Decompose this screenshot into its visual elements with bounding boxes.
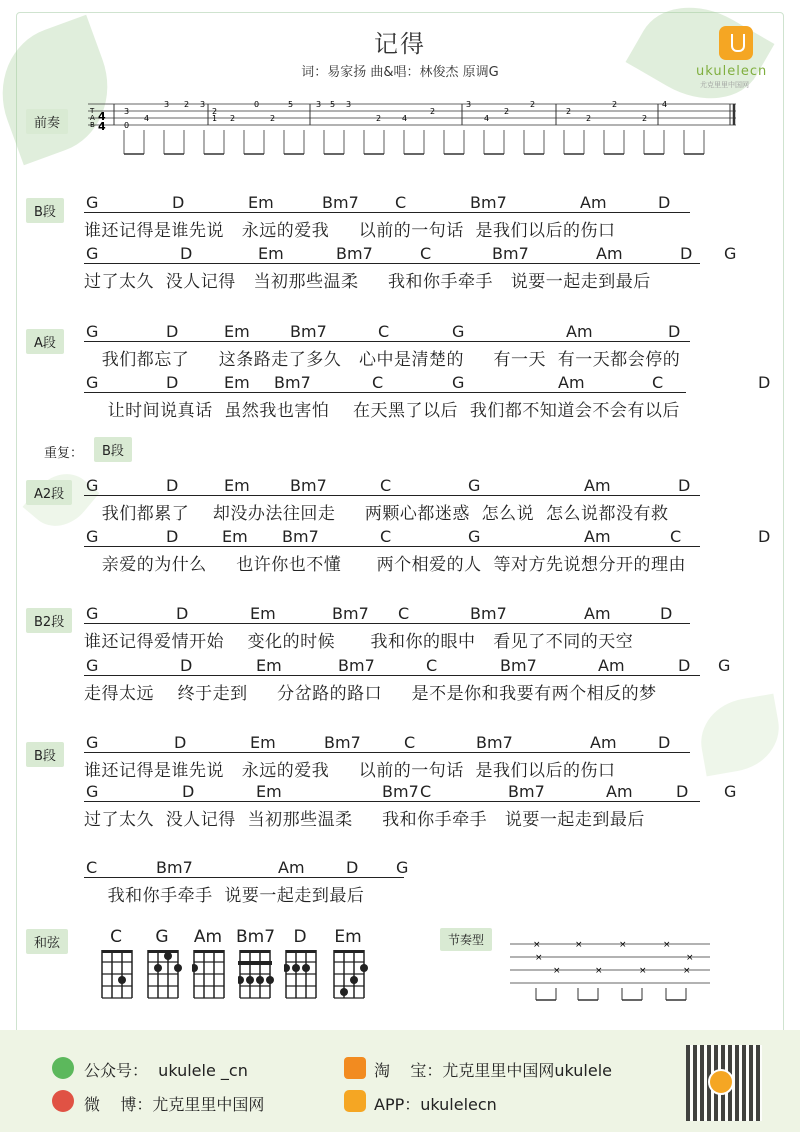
brand-subtitle: 尤克里里中国网 xyxy=(700,81,749,89)
svg-text:×: × xyxy=(575,940,583,950)
chord-underline xyxy=(84,752,690,753)
chord-symbol: D xyxy=(668,322,681,341)
chord-symbol: G xyxy=(86,193,99,212)
chord-symbol: Am xyxy=(584,604,611,623)
chord-symbol: Am xyxy=(598,656,625,675)
chord-underline xyxy=(84,877,404,878)
chord-symbol: Em xyxy=(250,733,276,752)
chord-symbol: G xyxy=(396,858,409,877)
chord-symbol: C xyxy=(398,604,410,623)
chord-symbol: G xyxy=(452,322,465,341)
chord-symbol: Bm7 xyxy=(322,193,359,212)
chord-symbol: Bm7 xyxy=(290,476,327,495)
lyric-line: 我和你手牵手 说要一起走到最后 xyxy=(84,886,365,906)
chord-symbol: Am xyxy=(566,322,593,341)
section-label: A2段 xyxy=(26,480,72,505)
taobao-store: 淘 宝：尤克里里中国网ukulele xyxy=(374,1061,612,1080)
chord-symbol: C xyxy=(420,782,432,801)
svg-text:2: 2 xyxy=(530,100,536,109)
chord-symbol: G xyxy=(86,656,99,675)
chord-symbol: Bm7 xyxy=(492,244,529,263)
svg-text:4: 4 xyxy=(98,110,106,123)
chord-symbol: G xyxy=(718,656,731,675)
lyric-line: 过了太久 没人记得 当初那些温柔 我和你手牵手 说要一起走到最后 xyxy=(84,810,645,830)
chord-symbol: D xyxy=(680,244,693,263)
svg-text:×: × xyxy=(686,953,694,963)
chord-symbol: Am xyxy=(580,193,607,212)
chord-symbol: Em xyxy=(248,193,274,212)
lyric-line: 亲爱的为什么 也许你也不懂 两个相爱的人 等对方先说想分开的理由 xyxy=(84,555,686,575)
chord-symbol: Am xyxy=(590,733,617,752)
svg-text:3: 3 xyxy=(164,100,170,109)
lyric-line: 谁还记得是谁先说 永远的爱我 以前的一句话 是我们以后的伤口 xyxy=(84,761,616,781)
chord-symbol: D xyxy=(180,656,193,675)
chord-diagram-name: D xyxy=(293,927,307,947)
chord-symbol: Bm7 xyxy=(470,604,507,623)
chord-symbol: G xyxy=(468,527,481,546)
chord-diagram xyxy=(100,948,136,1002)
chord-diagram-name: Em xyxy=(334,927,362,947)
chord-symbol: G xyxy=(468,476,481,495)
svg-text:1: 1 xyxy=(212,114,218,123)
chord-symbol: D xyxy=(174,733,187,752)
chord-symbol: D xyxy=(758,373,771,392)
chord-symbol: Bm7 xyxy=(156,858,193,877)
svg-text:4: 4 xyxy=(98,120,106,133)
chord-underline xyxy=(84,546,700,547)
chord-symbol: Bm7 xyxy=(338,656,375,675)
chord-symbol: Em xyxy=(256,782,282,801)
svg-text:0: 0 xyxy=(124,121,130,130)
chord-symbol: G xyxy=(724,782,737,801)
chord-symbol: Bm7 xyxy=(508,782,545,801)
section-label: A段 xyxy=(26,329,64,354)
chord-symbol: D xyxy=(660,604,673,623)
svg-text:×: × xyxy=(533,940,541,950)
svg-text:2: 2 xyxy=(566,107,572,116)
chord-symbol: C xyxy=(380,476,392,495)
chord-symbol: C xyxy=(372,373,384,392)
lyric-line: 走得太远 终于走到 分岔路的路口 是不是你和我要有两个相反的梦 xyxy=(84,684,657,704)
chord-symbol: G xyxy=(86,322,99,341)
taobao-icon xyxy=(344,1057,366,1079)
brand-name: ukulelecn xyxy=(696,64,768,79)
chord-symbol: G xyxy=(86,244,99,263)
chord-symbol: Bm7 xyxy=(290,322,327,341)
chord-symbol: Am xyxy=(596,244,623,263)
song-title: 记得 xyxy=(374,30,426,58)
chord-symbol: Bm7 xyxy=(476,733,513,752)
chord-symbol: D xyxy=(166,527,179,546)
lyric-line: 我们都忘了 这条路走了多久 心中是清楚的 有一天 有一天都会停的 xyxy=(84,350,681,370)
wechat-icon xyxy=(52,1057,74,1079)
svg-text:×: × xyxy=(663,940,671,950)
intro-tab-staff xyxy=(84,96,744,166)
chord-diagram xyxy=(238,948,274,1002)
chord-diagram-name: Bm7 xyxy=(236,927,276,947)
chord-diagram xyxy=(284,948,320,1002)
weibo-icon xyxy=(52,1090,74,1112)
chord-symbol: C xyxy=(652,373,664,392)
svg-text:B: B xyxy=(90,121,95,129)
song-credits: 词：易家扬 曲&唱：林俊杰 原调G xyxy=(301,65,499,80)
chord-symbol: Em xyxy=(222,527,248,546)
chord-symbol: Bm7 xyxy=(336,244,373,263)
svg-text:2: 2 xyxy=(430,107,436,116)
chord-symbol: C xyxy=(426,656,438,675)
svg-text:3: 3 xyxy=(124,107,130,116)
lyric-line: 我们都累了 却没办法往回走 两颗心都迷惑 怎么说 怎么说都没有救 xyxy=(84,504,669,524)
chord-symbol: Em xyxy=(256,656,282,675)
chord-symbol: G xyxy=(86,373,99,392)
chord-symbol: D xyxy=(166,373,179,392)
chord-symbol: D xyxy=(346,858,359,877)
svg-text:4: 4 xyxy=(402,114,408,123)
chord-symbol: D xyxy=(182,782,195,801)
chord-symbol: Am xyxy=(558,373,585,392)
chord-underline xyxy=(84,495,700,496)
svg-text:2: 2 xyxy=(184,100,190,109)
chord-symbol: G xyxy=(86,527,99,546)
app-name: APP：ukulelecn xyxy=(374,1095,497,1114)
chord-underline xyxy=(84,341,690,342)
repeat-label: 重复： xyxy=(44,446,84,461)
svg-text:3: 3 xyxy=(316,100,322,109)
svg-text:×: × xyxy=(553,966,561,976)
chord-symbol: D xyxy=(172,193,185,212)
chord-symbol: C xyxy=(670,527,682,546)
chord-symbol: Bm7 xyxy=(332,604,369,623)
svg-text:2: 2 xyxy=(212,107,218,116)
chord-symbol: C xyxy=(378,322,390,341)
chord-symbol: C xyxy=(404,733,416,752)
svg-text:2: 2 xyxy=(230,114,236,123)
chord-symbol: C xyxy=(420,244,432,263)
chord-symbol: C xyxy=(380,527,392,546)
svg-text:0: 0 xyxy=(254,100,260,109)
svg-text:4: 4 xyxy=(144,114,150,123)
svg-text:5: 5 xyxy=(288,100,294,109)
chord-symbol: Em xyxy=(258,244,284,263)
svg-text:3: 3 xyxy=(346,100,352,109)
chord-symbol: D xyxy=(176,604,189,623)
ukulele-logo-icon xyxy=(719,26,753,60)
chord-symbol: D xyxy=(180,244,193,263)
lyric-line: 让时间说真话 虽然我也害怕 在天黑了以后 我们都不知道会不会有以后 xyxy=(84,401,680,421)
svg-text:3: 3 xyxy=(466,100,472,109)
chord-symbol: C xyxy=(395,193,407,212)
chord-diagram xyxy=(146,948,182,1002)
svg-text:2: 2 xyxy=(504,107,510,116)
svg-text:5: 5 xyxy=(330,100,336,109)
chord-diagram xyxy=(332,948,368,1002)
section-label: B段 xyxy=(26,742,64,767)
chord-underline xyxy=(84,392,686,393)
rhythm-label: 节奏型 xyxy=(440,928,492,951)
chord-symbol: Bm7 xyxy=(470,193,507,212)
svg-text:2: 2 xyxy=(586,114,592,123)
chord-symbol: D xyxy=(678,476,691,495)
chord-underline xyxy=(84,263,700,264)
wechat-account: 公众号： ukulele _cn xyxy=(84,1061,248,1080)
svg-text:×: × xyxy=(639,966,647,976)
chord-symbol: D xyxy=(658,733,671,752)
svg-text:2: 2 xyxy=(270,114,276,123)
chord-symbol: D xyxy=(658,193,671,212)
chord-symbol: Em xyxy=(224,476,250,495)
svg-text:2: 2 xyxy=(376,114,382,123)
chord-symbol: D xyxy=(166,476,179,495)
footer-bar xyxy=(0,1030,800,1132)
chord-symbol: Em xyxy=(224,322,250,341)
svg-text:A: A xyxy=(90,114,95,122)
chord-symbol: D xyxy=(166,322,179,341)
chord-symbol: C xyxy=(86,858,98,877)
chord-underline xyxy=(84,212,690,213)
rhythm-pattern xyxy=(508,936,718,1006)
svg-text:3: 3 xyxy=(200,100,206,109)
svg-text:4: 4 xyxy=(662,100,668,109)
svg-text:T: T xyxy=(90,107,95,115)
chord-underline xyxy=(84,801,700,802)
chord-symbol: Bm7 xyxy=(500,656,537,675)
chord-diagram-name: Am xyxy=(193,927,223,947)
intro-label: 前奏 xyxy=(26,109,68,134)
chord-symbol: G xyxy=(86,604,99,623)
lyric-line: 谁还记得是谁先说 永远的爱我 以前的一句话 是我们以后的伤口 xyxy=(84,221,616,241)
weibo-account: 微 博：尤克里里中国网 xyxy=(84,1095,265,1114)
chord-symbol: Am xyxy=(584,527,611,546)
chord-symbol: D xyxy=(758,527,771,546)
chord-symbol: Bm7 xyxy=(382,782,419,801)
svg-text:×: × xyxy=(535,953,543,963)
chord-underline xyxy=(84,675,700,676)
chord-symbol: D xyxy=(678,656,691,675)
chord-diagram xyxy=(192,948,228,1002)
chord-symbol: D xyxy=(676,782,689,801)
chord-underline xyxy=(84,623,690,624)
lyric-line: 谁还记得爱情开始 变化的时候 我和你的眼中 看见了不同的天空 xyxy=(84,632,634,652)
chord-symbol: G xyxy=(86,733,99,752)
svg-text:×: × xyxy=(595,966,603,976)
svg-text:×: × xyxy=(683,966,691,976)
lyric-line: 过了太久 没人记得 当初那些温柔 我和你手牵手 说要一起走到最后 xyxy=(84,272,651,292)
chord-symbol: Am xyxy=(278,858,305,877)
chord-symbol: G xyxy=(724,244,737,263)
chords-label: 和弦 xyxy=(26,929,68,954)
chord-symbol: G xyxy=(86,476,99,495)
repeat-target: B段 xyxy=(94,437,132,462)
section-label: B段 xyxy=(26,198,64,223)
chord-diagram-name: G xyxy=(155,927,169,947)
chord-symbol: Am xyxy=(606,782,633,801)
chord-symbol: Bm7 xyxy=(282,527,319,546)
svg-text:2: 2 xyxy=(612,100,618,109)
section-label: B2段 xyxy=(26,608,72,633)
svg-text:4: 4 xyxy=(484,114,490,123)
chord-symbol: Am xyxy=(584,476,611,495)
chord-symbol: Em xyxy=(250,604,276,623)
chord-diagram-name: C xyxy=(110,927,122,947)
svg-text:2: 2 xyxy=(642,114,648,123)
chord-symbol: Em xyxy=(224,373,250,392)
chord-symbol: Bm7 xyxy=(274,373,311,392)
app-icon xyxy=(344,1090,366,1112)
taobao-qr-logo-icon xyxy=(708,1069,734,1095)
chord-symbol: G xyxy=(452,373,465,392)
chord-symbol: G xyxy=(86,782,99,801)
svg-text:×: × xyxy=(619,940,627,950)
chord-symbol: Bm7 xyxy=(324,733,361,752)
